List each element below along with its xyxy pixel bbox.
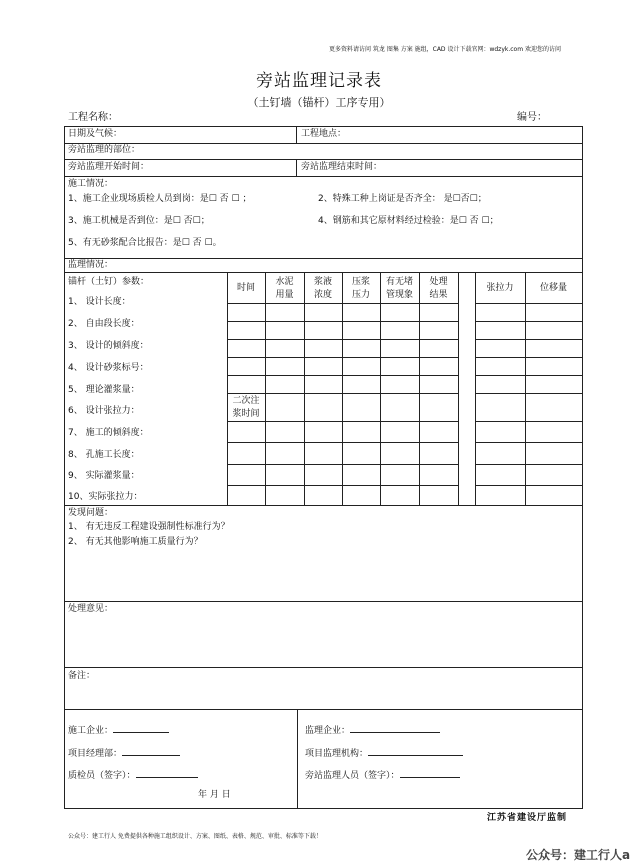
issues-title: 发现问题：	[68, 508, 114, 518]
param-item: 3、 设计的倾斜度：	[68, 341, 149, 351]
inspector-label: 质检员（签字）：	[68, 771, 136, 781]
param-item: 10、实际张拉力：	[68, 492, 143, 502]
col-blockage-1: 有无堵	[385, 277, 413, 287]
col-blockage-2: 管现象	[385, 290, 413, 300]
param-item: 9、 实际灌浆量：	[68, 471, 140, 481]
location-label: 工程地点：	[301, 129, 347, 139]
signature-line	[368, 745, 463, 756]
col-cement-2: 用量	[275, 290, 294, 300]
opinion-label: 处理意见：	[68, 604, 114, 614]
supervision-org-label: 项目监理机构：	[305, 749, 369, 759]
params-title: 锚杆（土钉）参数：	[68, 277, 150, 287]
date-weather-label: 日期及气候：	[68, 129, 123, 139]
footer-note: 公众号：建工行人 免费提供各种施工组织设计、方案、图纸、表格、规范、审批、标准等下载！	[68, 833, 322, 840]
col-handle-1: 处理	[429, 277, 448, 287]
param-item: 8、 孔施工长度：	[68, 450, 140, 460]
param-item: 1、 设计长度：	[68, 297, 131, 307]
contractor-date: 年 月 日	[198, 790, 231, 800]
issues-q2: 2、 有无其他影响施工质量行为？	[68, 537, 203, 547]
contractor-label: 施工企业：	[68, 726, 114, 736]
header-note: 更多资料请访问 筑龙 图集 方案 施组，CAD 设计下载官网：wdzyk.com 欢迎您的访问	[329, 46, 561, 53]
start-time-label: 旁站监理开始时间：	[68, 162, 150, 172]
supervision-title: 监理情况：	[68, 260, 114, 270]
construction-item-1: 1、施工企业现场质检人员到岗：是☐ 否 ☐ ；	[68, 194, 252, 204]
onsite-supervisor-field	[305, 767, 460, 782]
signature-line	[350, 722, 440, 733]
signature-line	[113, 722, 169, 733]
col-time: 时间	[236, 283, 255, 293]
supervisor-label: 监理企业：	[305, 726, 351, 736]
col-slurry-2: 浓度	[313, 290, 332, 300]
supervision-org-field	[305, 745, 463, 760]
page-title: 旁站监理记录表	[256, 71, 382, 91]
col-tension: 张拉力	[486, 283, 514, 293]
param-item: 7、 施工的倾斜度：	[68, 428, 149, 438]
end-time-label: 旁站监理结束时间：	[301, 162, 383, 172]
param-item: 5、 理论灌浆量：	[68, 385, 140, 395]
project-dept-field	[68, 745, 180, 760]
page-subtitle: （土钉墙（锚杆）工序专用）	[247, 96, 391, 109]
col-handle-2: 结果	[429, 290, 448, 300]
param-item: 2、 自由段长度：	[68, 319, 140, 329]
signature-line	[136, 767, 198, 778]
project-dept-label: 项目经理部：	[68, 749, 123, 759]
issues-q1: 1、 有无违反工程建设强制性标准行为？	[68, 522, 230, 532]
col-slurry-1: 浆液	[313, 277, 332, 287]
second-grout-2: 浆时间	[232, 409, 260, 419]
contractor-field	[68, 722, 169, 737]
param-item: 6、 设计张拉力：	[68, 406, 140, 416]
construction-item-3: 3、施工机械是否到位：是☐ 否☐；	[68, 216, 210, 226]
signature-line	[400, 767, 460, 778]
col-displacement: 位移量	[539, 283, 567, 293]
second-grout-1: 二次注	[232, 396, 260, 406]
param-item: 4、 设计砂浆标号：	[68, 363, 149, 373]
part-label: 旁站监理的部位：	[68, 145, 141, 155]
onsite-supervisor-label: 旁站监理人员（签字）：	[305, 771, 400, 781]
project-name-label: 工程名称：	[68, 112, 118, 123]
watermark: 公众号：建工行人a	[526, 848, 631, 862]
construction-item-5: 5、有无砂浆配合比报告：是☐ 否 ☐。	[68, 238, 222, 248]
supervisor-field	[305, 722, 440, 737]
construction-item-4: 4、钢筋和其它原材料经过检验：是☐ 否 ☐；	[318, 216, 499, 226]
remarks-label: 备注：	[68, 671, 96, 681]
inspector-field	[68, 767, 198, 782]
col-cement-1: 水泥	[275, 277, 294, 287]
signature-line	[122, 745, 180, 756]
col-pressure-1: 压浆	[351, 277, 370, 287]
issuer: 江苏省建设厅监制	[487, 813, 568, 823]
construction-item-2: 2、特殊工种上岗证是否齐全： 是☐否☐；	[318, 194, 487, 204]
construction-title: 施工情况：	[68, 179, 114, 189]
col-pressure-2: 压力	[351, 290, 370, 300]
number-label: 编号：	[517, 112, 547, 123]
